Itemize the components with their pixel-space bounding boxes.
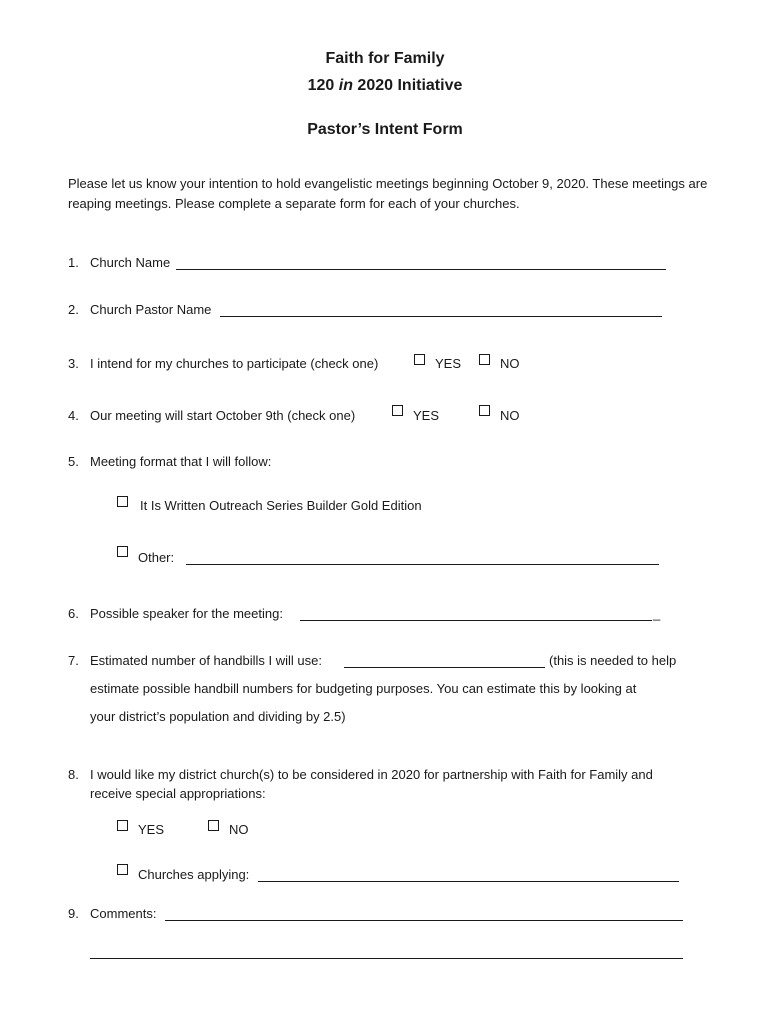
churches-applying-label: Churches applying: <box>138 867 250 882</box>
q5-text: Meeting format that I will follow: <box>90 454 272 469</box>
initiative-title <box>0 77 770 95</box>
q3-yes-label: YES <box>435 356 462 371</box>
q7-label <box>68 653 322 668</box>
q4-text: Our meeting will start October 9th (check one) <box>90 408 356 423</box>
q1-label <box>68 255 170 270</box>
form-title: Pastor’s Intent Form <box>307 121 463 138</box>
q8-label <box>68 767 653 782</box>
q3-no-checkbox[interactable] <box>479 354 490 365</box>
church-name-field[interactable] <box>176 269 666 270</box>
pastor-name-field[interactable] <box>220 316 662 317</box>
churches-applying-field[interactable] <box>258 881 679 882</box>
q2-number: 2. <box>68 302 79 317</box>
q3-yes-checkbox[interactable] <box>414 354 425 365</box>
format-other-label: Other: <box>138 550 175 565</box>
org-title: Faith for Family <box>325 50 445 67</box>
q6-number: 6. <box>68 606 79 621</box>
q6-trailing-underscore: _ <box>653 606 661 621</box>
q3-label <box>68 356 378 371</box>
q3-text: I intend for my churches to participate (check one) <box>90 356 379 371</box>
q6-text: Possible speaker for the meeting: <box>90 606 283 621</box>
initiative-prefix: 120 <box>307 77 339 94</box>
handbills-field[interactable] <box>344 667 545 668</box>
q1-number: 1. <box>68 255 79 270</box>
format-iiw-label: It Is Written Outreach Series Builder Gold Edition <box>140 498 422 513</box>
q9-text: Comments: <box>90 906 157 921</box>
q8-text-line1: I would like my district church(s) to be considered in 2020 for partnership with Faith for Family and <box>90 767 653 782</box>
format-other-checkbox[interactable] <box>117 546 128 557</box>
comments-field-line2[interactable] <box>90 958 683 959</box>
q7-note-line1: (this is needed to help <box>549 653 677 668</box>
q4-yes-label: YES <box>413 408 440 423</box>
q4-label <box>68 408 355 423</box>
comments-field[interactable] <box>165 920 683 921</box>
format-iiw-checkbox[interactable] <box>117 496 128 507</box>
q9-label <box>68 906 156 921</box>
q1-text: Church Name <box>90 255 171 270</box>
q8-no-label: NO <box>229 822 249 837</box>
q9-number: 9. <box>68 906 79 921</box>
q3-no-label: NO <box>500 356 520 371</box>
q7-note-line3: your district’s population and dividing by 2.5) <box>90 709 346 724</box>
q6-label <box>68 606 283 621</box>
q4-no-label: NO <box>500 408 520 423</box>
q8-yes-checkbox[interactable] <box>117 820 128 831</box>
initiative-italic: in <box>338 77 353 94</box>
q3-number: 3. <box>68 356 79 371</box>
churches-applying-checkbox[interactable] <box>117 864 128 875</box>
q2-label <box>68 302 211 317</box>
q7-text: Estimated number of handbills I will use: <box>90 653 322 668</box>
q5-label <box>68 454 271 469</box>
q7-note-line2: estimate possible handbill numbers for budgeting purposes. You can estimate this by looking at <box>90 681 637 696</box>
q8-yes-label: YES <box>138 822 165 837</box>
intro-text: Please let us know your intention to hold evangelistic meetings beginning October 9, 2020. These meetings are reaping meetings. Please complete a separate form for each of your churches. <box>68 176 708 211</box>
q7-number: 7. <box>68 653 79 668</box>
q8-no-checkbox[interactable] <box>208 820 219 831</box>
initiative-suffix: 2020 Initiative <box>352 77 463 94</box>
q4-yes-checkbox[interactable] <box>392 405 403 416</box>
speaker-field[interactable] <box>300 620 652 621</box>
q2-text: Church Pastor Name <box>90 302 212 317</box>
q8-text-line2: receive special appropriations: <box>90 786 266 801</box>
q4-no-checkbox[interactable] <box>479 405 490 416</box>
q5-number: 5. <box>68 454 79 469</box>
format-other-field[interactable] <box>186 564 659 565</box>
q4-number: 4. <box>68 408 79 423</box>
q8-number: 8. <box>68 767 79 782</box>
